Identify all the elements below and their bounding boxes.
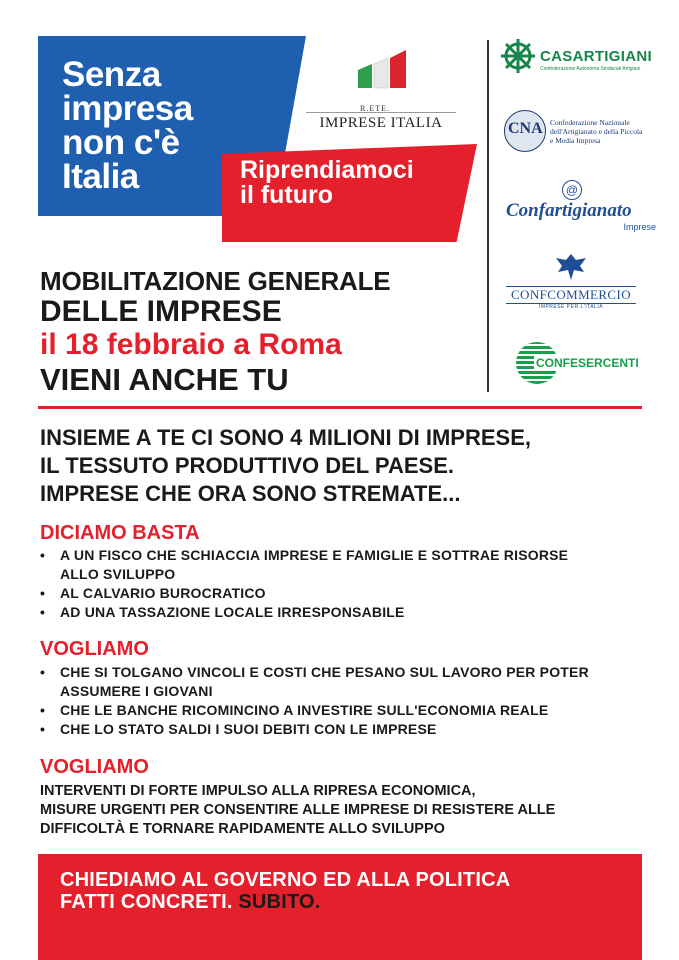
body-line-3: DIFFICOLTÀ E TORNARE RAPIDAMENTE ALLO SVILUPPO	[40, 821, 445, 837]
footer-line-1: CHIEDIAMO AL GOVERNO ED ALLA POLITICA	[60, 869, 511, 891]
headline-call-to-action: VIENI ANCHE TU	[40, 362, 289, 397]
intro-block	[40, 424, 531, 508]
section-divider	[38, 406, 642, 409]
confartigianato-name: Confartigianato	[506, 200, 632, 221]
body-line-2: MISURE URGENTI PER CONSENTIRE ALLE IMPRESE DI RESISTERE ALLE	[40, 802, 556, 818]
body-line-1: INTERVENTI DI FORTE IMPULSO ALLA RIPRESA ECONOMICA,	[40, 783, 476, 799]
list-item	[40, 720, 589, 739]
list-item-text: CHE SI TOLGANO VINCOLI E COSTI CHE PESANO SUL LAVORO PER POTER	[60, 664, 589, 680]
casartigiani-subtitle: Confederazione Autonoma Sindacati Artigiani	[540, 66, 641, 72]
headline-line-1: MOBILITAZIONE GENERALE	[40, 266, 391, 296]
headline-line-2: DELLE IMPRESE	[40, 295, 282, 328]
section-vogliamo-title: VOGLIAMO	[40, 638, 149, 660]
list-item	[40, 701, 589, 720]
rete-flag-logo-icon	[356, 48, 408, 90]
rete-small-label: R.ETE.	[360, 104, 390, 113]
confcommercio-name: CONFCOMMERCIO	[506, 286, 636, 304]
confcommercio-subtitle: IMPRESE PER L'ITALIA	[538, 304, 604, 310]
eagle-icon	[554, 252, 588, 282]
section-diciamo-basta-list	[40, 546, 568, 622]
logos-divider	[487, 40, 489, 392]
intro-line-3: IMPRESE CHE ORA SONO STREMATE...	[40, 481, 461, 506]
list-item-text: AL CALVARIO BUROCRATICO	[60, 585, 266, 601]
at-sign-icon: @	[562, 180, 582, 200]
cna-description	[550, 118, 642, 145]
bullet-icon: •	[40, 585, 46, 601]
cna-line-3: e Media Impresa	[550, 136, 601, 145]
rete-name: IMPRESE ITALIA	[306, 112, 456, 132]
section-vogliamo-2-body	[40, 782, 555, 839]
cna-mark: CNA	[508, 120, 543, 137]
list-item-text: AD UNA TASSAZIONE LOCALE IRRESPONSABILE	[60, 604, 405, 620]
bullet-icon: •	[40, 702, 46, 718]
section-diciamo-basta-title: DICIAMO BASTA	[40, 522, 200, 544]
footer-line-2	[60, 891, 510, 913]
section-vogliamo-list	[40, 663, 589, 739]
list-item-continuation	[40, 565, 568, 584]
red-banner-slogan	[240, 158, 414, 208]
cna-line-1: Confederazione Nazionale	[550, 118, 630, 127]
banner-line-2: impresa	[62, 89, 193, 128]
intro-line-1: INSIEME A TE CI SONO 4 MILIONI DI IMPRESE,	[40, 425, 531, 450]
banner-line-4: Italia	[62, 157, 139, 196]
red-banner-line-1: Riprendiamoci	[240, 156, 414, 184]
bullet-icon: •	[40, 664, 46, 680]
wheel-icon	[500, 38, 536, 74]
list-item	[40, 584, 568, 603]
list-item	[40, 603, 568, 622]
list-item-text: CHE LO STATO SALDI I SUOI DEBITI CON LE IMPRESE	[60, 721, 437, 737]
confesercenti-name: CONFESERCENTI	[536, 356, 639, 370]
footer-line-2-text: FATTI CONCRETI.	[60, 891, 233, 913]
list-item	[40, 663, 589, 682]
footer-emphasis: SUBITO.	[238, 891, 321, 913]
banner-line-1: Senza	[62, 55, 161, 94]
cna-line-2: dell'Artigianato e della Piccola	[550, 127, 643, 136]
banner-line-3: non c'è	[62, 123, 180, 162]
headline-date-location: il 18 febbraio a Roma	[40, 328, 342, 361]
bullet-icon: •	[40, 604, 46, 620]
confartigianato-subtitle: Imprese	[623, 222, 656, 232]
casartigiani-name: CASARTIGIANI	[540, 48, 652, 65]
bullet-icon: •	[40, 547, 46, 563]
list-item-text: ALLO SVILUPPO	[60, 566, 176, 582]
red-banner-line-2: il futuro	[240, 181, 334, 209]
footer-message	[60, 869, 510, 913]
intro-line-2: IL TESSUTO PRODUTTIVO DEL PAESE.	[40, 453, 454, 478]
list-item-text: CHE LE BANCHE RICOMINCINO A INVESTIRE SULL'ECONOMIA REALE	[60, 702, 549, 718]
section-vogliamo-2-title: VOGLIAMO	[40, 756, 149, 778]
list-item	[40, 546, 568, 565]
list-item-text: A UN FISCO CHE SCHIACCIA IMPRESE E FAMIGLIE E SOTTRAE RISORSE	[60, 547, 569, 563]
list-item-text: ASSUMERE I GIOVANI	[60, 683, 213, 699]
list-item-continuation	[40, 682, 589, 701]
bullet-icon: •	[40, 721, 46, 737]
banner-slogan	[62, 55, 193, 196]
